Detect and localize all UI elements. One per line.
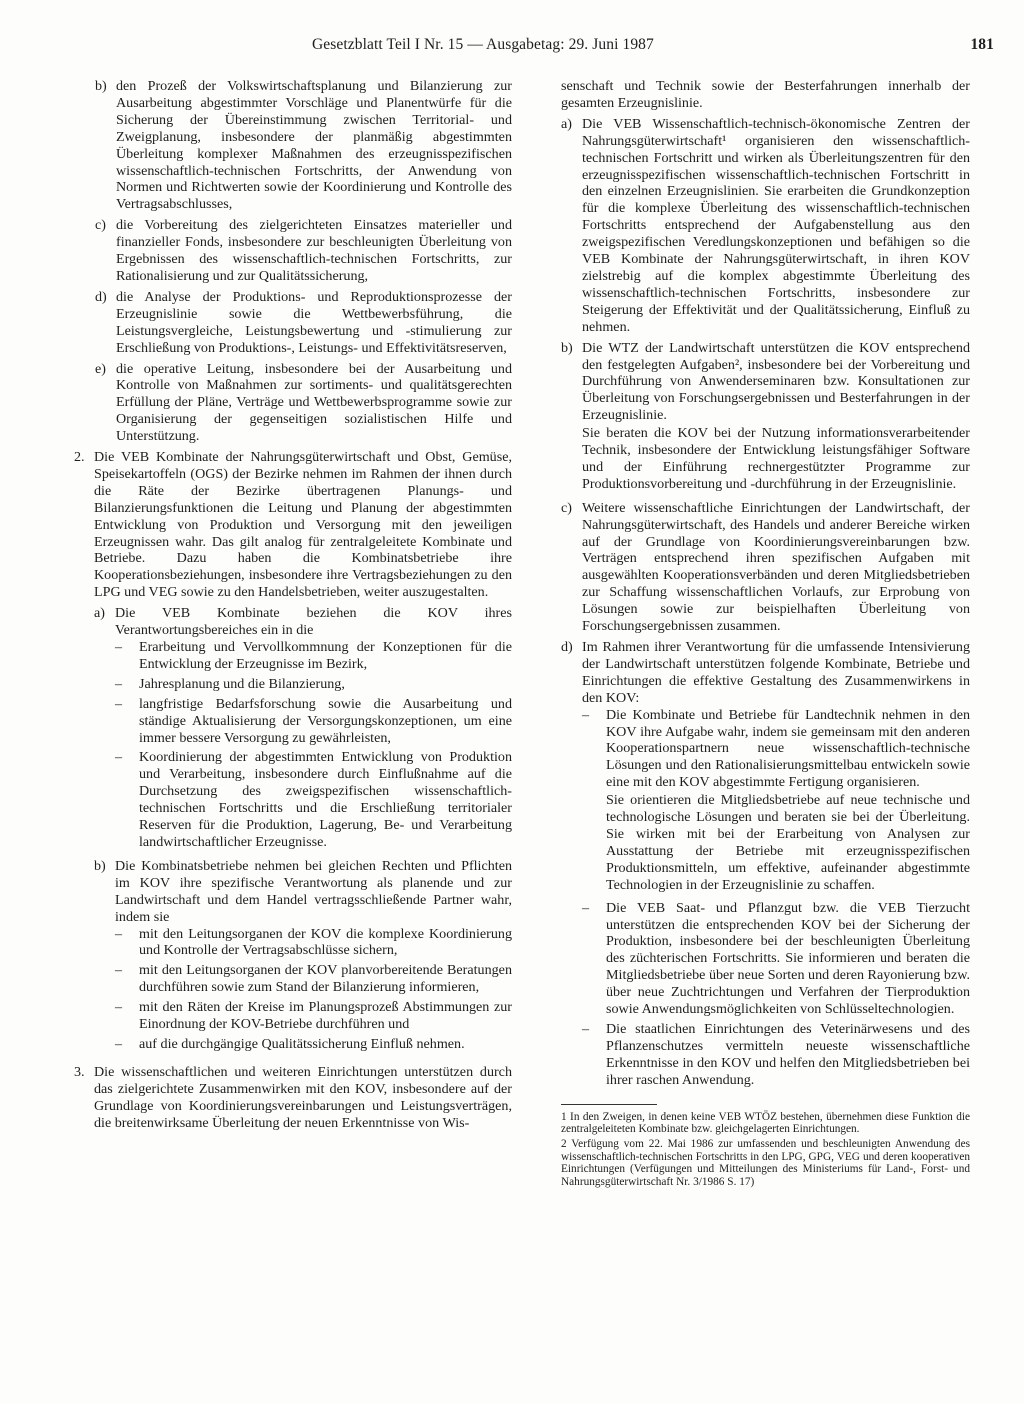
- footnote: 1 In den Zweigen, in denen keine VEB WTÖZ bestehen, übernehmen diese Funktion die zentralgeleiteten Kombinate bzw. gleichgelagerten Einrichtungen.: [561, 1110, 970, 1135]
- dash-item: – langfristige Bedarfsforschung sowie die Ausarbeitung und ständige Aktualisierung der Versorgungskonzeptionen, um eine immer bessere Versorgung zu gewährleisten,: [115, 695, 512, 746]
- list-item: a) Die VEB Kombinate beziehen die KOV ihres Verantwortungsbereiches ein in die – Erarbeitung und Vervollkommnung der Konzeptionen für die Entwicklung der Erzeugnisse im Bezirk, – Jahresplanung und die Bilanzierung, – langfristige Bedarfsforschung sowie die Ausarbeitung und ständige Aktualisierung der Versorgungskonzeptionen, um eine immer bessere Versorgung zu gewährleisten, – Koordinierung der abgestimmten Entwicklung von Produktion und Verarbeitung, insbesondere durch Einflußnahme auf die Durchsetzung des zweigspezifischen wissenschaftlich-technischen Fortschritts und die Erschließung territorialer Reserven für die Produktion, Lagerung, Be- und Verarbeitung landwirtschaftlicher Erzeugnisse.: [94, 605, 512, 850]
- list-item: d) Im Rahmen ihrer Verantwortung für die umfassende Intensivierung der Landwirtschaft unterstützen folgende Kombinate, Betriebe und Einrichtungen die effektive Gestaltung des Zusammenwirkens in den KOV: – Die Kombinate und Betriebe für Landtechnik nehmen in den KOV ihre Aufgabe wahr, indem sie gemeinsam mit den anderen Kooperationspartnern neue wissenschaftlich-technische Lösungen und den Rationalisierungsmittelbau entwickeln sowie eine mit den KOV abgestimmte Fertigung organisieren. Sie orientieren die Mitgliedsbetriebe auf neue technische und technologische Lösungen und beraten sie bei der Überleitung. Sie wirken mit bei der Erarbeitung von Analysen zur Ausstattung der Betriebe mit erzeugnisspezifischen Produktionsmitteln, um effektive, aufeinander abgestimmte Technologien in der Erzeugnislinie zu schaffen. – Die VEB Saat- und Pflanzgut bzw. die VEB Tierzucht unterstützen die entsprechenden KOV bei der Sicherung der Produktion, insbesondere bei der beschleunigten Überleitung des züchterischen Fortschritts. Sie informieren und beraten die Mitgliedsbetriebe über neue Sorten und deren Rayonierung bzw. über neue Zuchtrichtungen und Verfahren der Tierproduktion sowie Anwendungsmöglichkeiten von Schlüsseltechnologien. – Die staatlichen Einrichtungen des Veterinärwesens und des Pflanzenschutzes vermitteln neueste wissenschaftliche Erkenntnisse in den KOV und helfen den Mitgliedsbetrieben bei ihrer raschen Anwendung.: [561, 639, 970, 1088]
- dash-item: – Koordinierung der abgestimmten Entwicklung von Produktion und Verarbeitung, insbesondere durch Einflußnahme auf die Durchsetzung des zweigspezifischen wissenschaftlich-technischen Fortschritts und die Erschließung territorialer Reserven für die Produktion, Lagerung, Be- und Verarbeitung landwirtschaftlicher Erzeugnisse.: [115, 749, 512, 850]
- list-item: b) den Prozeß der Volkswirtschaftsplanung und Bilanzierung zur Ausarbeitung abgestimmter Vorschläge und Planentwürfe für die Sicherung der Übereinstimmung zwischen Territorial- und Zweigplanung, insbesondere der planmäßig abgestimmten Überleitung komplexer Maßnahmen des erzeugnisspezifischen wissenschaftlich-technischen Fortschritts, der Anwendung von Normen und Richtwerten sowie der Koordinierung und Kontrolle des Vertragsabschlusses,: [95, 78, 512, 213]
- footnote-separator: [561, 1104, 657, 1105]
- left-column: [74, 78, 512, 1135]
- dash-item: – mit den Räten der Kreise im Planungsprozeß Abstimmungen zur Einordnung der KOV-Betriebe durchführen und: [115, 999, 512, 1033]
- item-2-text: Die VEB Kombinate der Nahrungsgüterwirtschaft und Obst, Gemüse, Speisekartoffeln (OGS) der Bezirke nehmen im Rahmen der ihnen durch die Räte der Bezirke übertragenen Planungs- und Bilanzierungsfunktionen die Leitung und Planung der abgestimmten Entwicklung von Produktion und Versorgung mit den jeweiligen Erzeugnissen wahr. Das gilt analog für zentralgeleitete Kombinate und Betriebe. Dazu haben die Kombinatsbetriebe ihre Kooperationsbeziehungen, insbesondere ihre Vertragsbeziehungen zu den LPG und VEG sowie zu den Handelsbetrieben, weiter auszugestalten.: [94, 449, 512, 601]
- footnote: 2 Verfügung vom 22. Mai 1986 zur umfassenden und beschleunigten Anwendung des wissenschaftlich-technischen Fortschritts in den LPG, GPG, VEG und deren kooperativen Einrichtungen (Verfügungen und Mitteilungen des Ministeriums für Land-, Forst- und Nahrungsgüterwirtschaft Nr. 3/1986 S. 17): [561, 1138, 970, 1188]
- dash-item: – Erarbeitung und Vervollkommnung der Konzeptionen für die Entwicklung der Erzeugnisse im Bezirk,: [115, 639, 512, 672]
- dash-item: – Die Kombinate und Betriebe für Landtechnik nehmen in den KOV ihre Aufgabe wahr, indem sie gemeinsam mit den anderen Kooperationspartnern neue wissenschaftlich-technische Lösungen und den Rationalisierungsmittelbau entwickeln sowie eine mit den KOV abgestimmte Fertigung organisieren. Sie orientieren die Mitgliedsbetriebe auf neue technische und technologische Lösungen und beraten sie bei der Überleitung. Sie wirken mit bei der Erarbeitung von Analysen zur Ausstattung der Betriebe mit erzeugnisspezifischen Produktionsmitteln, um effektive, aufeinander abgestimmte Technologien in der Erzeugnislinie zu schaffen.: [582, 706, 970, 893]
- page-header: [312, 34, 994, 60]
- list-item: b) Die WTZ der Landwirtschaft unterstützen die KOV entsprechend den festgelegten Aufgaben², insbesondere bei der Vorbereitung und Durchführung von Anwenderseminaren bzw. Konsultationen zur Überleitung von Forschungsergebnissen und Besterfahrungen in der Erzeugnislinie. Sie beraten die KOV bei der Nutzung informationsverarbeitender Technik, insbesondere der Entwicklung leistungsfähiger Software und der Einführung rechnergestützter Programme zur Produktionsvorbereitung und -durchführung in der Erzeugnislinie.: [561, 339, 970, 492]
- dash-item: – auf die durchgängige Qualitätssicherung Einfluß nehmen.: [115, 1035, 465, 1052]
- list-item: b) Die Kombinatsbetriebe nehmen bei gleichen Rechten und Pflichten im KOV ihre spezifische Verantwortung als planende und zur Landwirtschaft und dem Handel vertragsschließende Partner wahr, indem sie – mit den Leitungsorganen der KOV die komplexe Koordinierung und Kontrolle der Vertragsabschlüsse sichern, – mit den Leitungsorganen der KOV planvorbereitende Beratungen durchführen sowie zum Stand der Bilanzierung informieren, – mit den Räten der Kreise im Planungsprozeß Abstimmungen zur Einordnung der KOV-Betriebe durchführen und – auf die durchgängige Qualitätssicherung Einfluß nehmen.: [94, 857, 512, 1052]
- numbered-item-2: 2. Die VEB Kombinate der Nahrungsgüterwirtschaft und Obst, Gemüse, Speisekartoffeln (OGS) der Bezirke nehmen im Rahmen der ihnen durch die Räte der Bezirke übertragenen Planungs- und Bilanzierungsfunktionen die Leitung und Planung der abgestimmten Entwicklung von Produktion und Versorgung mit den jeweiligen Erzeugnissen wahr. Das gilt analog für zentralgeleitete Kombinate und Betriebe. Dazu haben die Kombinatsbetriebe ihre Kooperationsbeziehungen, insbesondere ihre Vertragsbeziehungen zu den LPG und VEG sowie zu den Handelsbetrieben, weiter auszugestalten. a) Die VEB Kombinate beziehen die KOV ihres Verantwortungsbereiches ein in die – Erarbeitung und Vervollkommnung der Konzeptionen für die Entwicklung der Erzeugnisse im Bezirk, – Jahresplanung und die Bilanzierung, – langfristige Bedarfsforschung sowie die Ausarbeitung und ständige Aktualisierung der Versorgungskonzeptionen, um eine immer bessere Versorgung zu gewährleisten, – Koordinierung der abgestimmten Entwicklung von Produktion und Verarbeitung, insbesondere durch Einflußnahme auf die Durchsetzung des zweigspezifischen wissenschaftlich-technischen Fortschritts und die Erschließung territorialer Reserven für die Produktion, Lagerung, Be- und Verarbeitung landwirtschaftlicher Erzeugnisse. b) Die Kombinatsbetriebe nehmen bei gleichen Rechten und Pflichten im KOV ihre spezifische Verantwortung als planende und zur Landwirtschaft und dem Handel vertragsschließende Partner wahr, indem sie – mit den Leitungsorganen der KOV die komplexe Koordinierung und Kontrolle der Vertragsabschlüsse sichern, – mit den Leitungsorganen der KOV planvorbereitende Beratungen durchführen sowie zum Stand der Bilanzierung informieren, – mit den Räten der Kreise im Planungsprozeß Abstimmungen zur Einordnung der KOV-Betriebe durchführen und – auf die durchgängige Qualitätssicherung Einfluß nehmen.: [74, 449, 512, 1060]
- dash-item: – mit den Leitungsorganen der KOV die komplexe Koordinierung und Kontrolle der Vertragsabschlüsse sichern,: [115, 925, 512, 959]
- list-item: a) Die VEB Wissenschaftlich-technisch-ökonomische Zentren der Nahrungsgüterwirtschaft¹ organisieren den wissenschaftlich-technischen Fortschritt und wirken als Überleitungszentren für den erzeugnisspezifischen wissenschaftlich-technischen Fortschritt in den einzelnen Erzeugnislinien. Sie erarbeiten die Grundkonzeption für die komplexe Überleitung des wissenschaftlich-technischen Fortschritts entsprechend der Aufgabenstellung aus den zweigspezifischen Veredlungskonzeptionen und befähigen so die VEB Kombinate der Nahrungsgüterwirtschaft, in ihren KOV zielstrebig auf die komplex abgestimmte Überleitung des wissenschaftlich-technischen Fortschritts, insbesondere zur Steigerung der Effektivität und der Qualitätssicherung, Einfluß zu nehmen.: [561, 115, 970, 335]
- dash-item: – Jahresplanung und die Bilanzierung,: [115, 675, 345, 692]
- page-number: 181: [970, 36, 994, 53]
- dash-item: – mit den Leitungsorganen der KOV planvorbereitende Beratungen durchführen sowie zum Stand der Bilanzierung informieren,: [115, 962, 512, 996]
- numbered-item-3: 3. Die wissenschaftlichen und weiteren Einrichtungen unterstützen durch das zielgerichtete Zusammenwirken mit den KOV, insbesondere auf der Grundlage von Koordinierungsvereinbarungen und Leistungsverträgen, die breitenwirksame Überleitung der neuen Erkenntnisse von Wis-: [74, 1063, 512, 1131]
- continuation-text: senschaft und Technik sowie der Besterfahrungen innerhalb der gesamten Erzeugnislinie.: [561, 78, 970, 111]
- dash-item: – Die VEB Saat- und Pflanzgut bzw. die VEB Tierzucht unterstützen die entsprechenden KOV bei der Sicherung der Produktion, insbesondere bei der beschleunigten Überleitung des züchterischen Fortschritts. Sie informieren und beraten die Mitgliedsbetriebe über neue Sorten und deren Rayonierung bzw. über neue Zuchtrichtungen und Verfahren der Tierproduktion sowie Anwendungsmöglichkeiten von Schlüsseltechnologien.: [582, 899, 970, 1018]
- list-item: c) die Vorbereitung des zielgerichteten Einsatzes materieller und finanzieller Fonds, insbesondere zur beschleunigten Überleitung von Ergebnissen des wissenschaftlich-technischen Fortschritts, zur Rationalisierung und zur Qualitätssicherung,: [95, 217, 512, 284]
- list-item: e) die operative Leitung, insbesondere bei der Ausarbeitung und Kontrolle von Maßnahmen zur sortiments- und qualitätsgerechten Erfüllung der Pläne, Verträge und Wettbewerbsprogramme sowie zur Organisierung der gegenseitigen sozialistischen Hilfe und Unterstützung.: [95, 360, 512, 445]
- dash-item: – Die staatlichen Einrichtungen des Veterinärwesens und des Pflanzenschutzes vermitteln neueste wissenschaftliche Erkenntnisse in den KOV und helfen den Mitgliedsbetrieben bei ihrer raschen Anwendung.: [582, 1020, 970, 1088]
- list-item: c) Weitere wissenschaftliche Einrichtungen der Landwirtschaft, der Nahrungsgüterwirtschaft, des Handels und anderer Bereiche wirken auf der Grundlage von Koordinierungsvereinbarungen bzw. Verträgen entsprechend ihren spezifischen Aufgaben mit ausgewählten Kooperationsverbänden und deren Mitgliedsbetrieben zur Schaffung wissenschaftlichen Vorlaufs, zur Erprobung von Lösungen sowie zur beispielhaften Überleitung von Forschungsergebnissen zusammen.: [561, 499, 970, 635]
- list-item: d) die Analyse der Produktions- und Reproduktionsprozesse der Erzeugnislinie sowie die Wettbewerbsführung, die Leistungsvergleiche, Leistungsbewertung und -stimulierung zur Erschließung von Produktions-, Leistungs- und Effektivitätsreserven,: [95, 288, 512, 356]
- right-column: [540, 78, 970, 1191]
- header-title: Gesetzblatt Teil I Nr. 15 — Ausgabetag: 29. Juni 1987: [312, 36, 654, 53]
